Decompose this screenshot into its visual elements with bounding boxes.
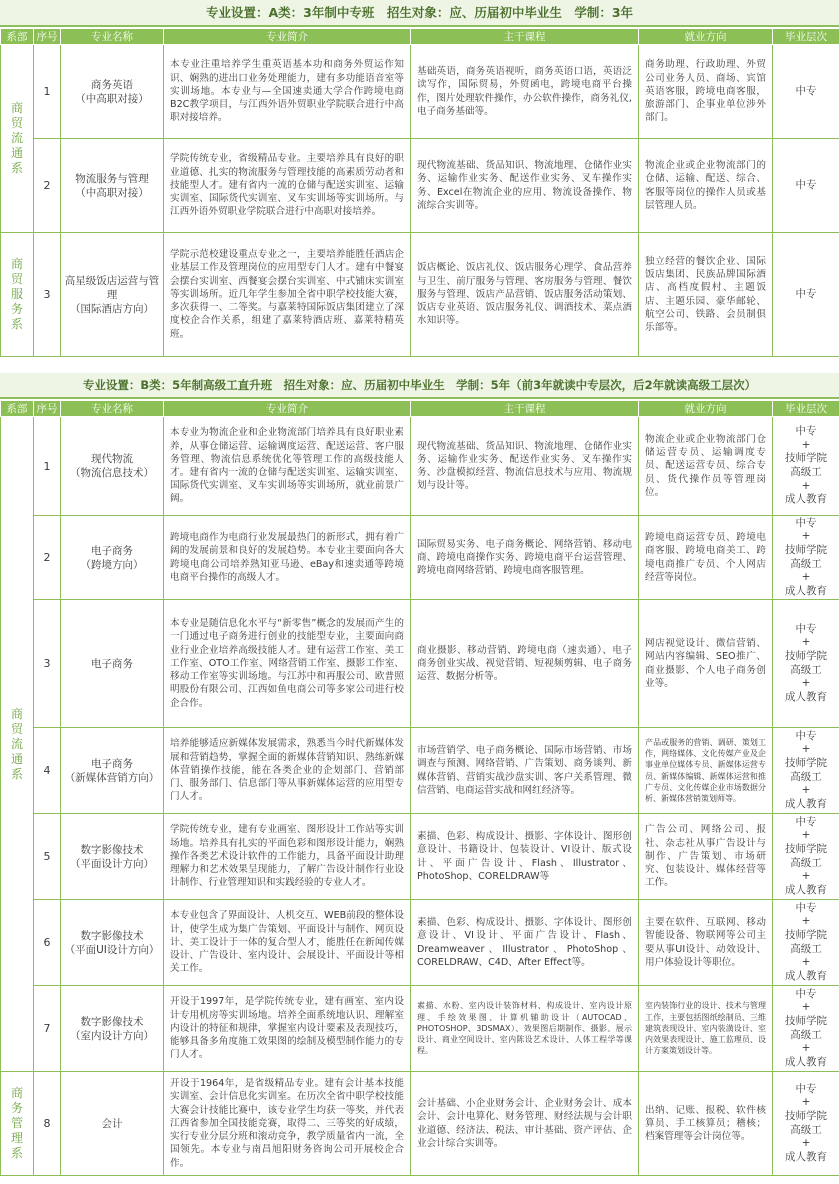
section-b-table bbox=[0, 400, 839, 1176]
table-row bbox=[1, 417, 839, 516]
major-name: 数字影像技术 （平面UI设计方向） bbox=[61, 900, 164, 986]
major-level: 中专 + 技师学院 高级工 + 成人教育 bbox=[773, 728, 839, 814]
header-courses: 主干课程 bbox=[411, 401, 639, 417]
major-courses: 素描、水粉、室内设计装饰材料、构成设计、室内设计原理、手绘效果图、计算机辅助设计（AUTOCAD、PHOTOSHOP、3DSMAX）、效果图后期制作、摄影、展示设计、商业空间设计、室内陈设艺术设计、人体工程学等课程。 bbox=[411, 986, 639, 1072]
major-name: 电子商务 （跨境方向） bbox=[61, 516, 164, 600]
major-level: 中专 + 技师学院 高级工 + 成人教育 bbox=[773, 900, 839, 986]
major-jobs: 商务助理、行政助理、外贸公司业务人员、商场、宾馆英语客服，跨境电商客服，旅游部门、企事业单位涉外部门。 bbox=[639, 45, 773, 139]
major-courses: 国际贸易实务、电子商务概论、网络营销、移动电商、跨境电商操作实务、跨境电商平台运营管理、跨境电商网络营销、跨境电商客服管理。 bbox=[411, 516, 639, 600]
major-jobs: 网店视觉设计、微信营销、网站内容编辑、SEO推广、商业摄影、个人电子商务创业等。 bbox=[639, 600, 773, 728]
major-courses: 素描、色彩、构成设计、摄影、字体设计、图形创意设计、VI设计、平面广告设计、Flash、Dreamweaver、Illustrator、PhotoShop、CORELDRAW、C4D、After Effect等。 bbox=[411, 900, 639, 986]
dept-cell: 商贸服务系 bbox=[1, 233, 34, 357]
row-num: 3 bbox=[34, 600, 61, 728]
major-courses: 商业摄影、移动营销、跨境电商（速卖通）、电子商务创业实战、视觉营销、短视频剪辑、电子商务运营、数据分析等。 bbox=[411, 600, 639, 728]
major-level: 中专 + 技师学院 高级工 + 成人教育 bbox=[773, 516, 839, 600]
table-row bbox=[1, 986, 839, 1072]
section-a-banner: 专业设置：A类：3年制中专班 招生对象：应、历届初中毕业生 学制：3年 bbox=[0, 0, 839, 27]
row-num: 1 bbox=[34, 45, 61, 139]
major-intro: 学院示范校建设重点专业之一，主要培养能胜任酒店企业基层工作及管理岗位的应用型专门人才。建有中餐宴会摆台实训室、西餐宴会摆台实训室、中式铺床实训室等实训场所。近几年学生参加全省中职学校技能大赛，多次获得一、二等奖。与嘉莱特国际饭店集团建立了深度校企合作关系，组建了嘉莱特酒店班、嘉莱特精英班。 bbox=[164, 233, 411, 357]
row-num: 2 bbox=[34, 139, 61, 233]
row-num: 1 bbox=[34, 417, 61, 516]
table-row bbox=[1, 516, 839, 600]
header-dept: 系部 bbox=[1, 29, 34, 45]
major-courses: 现代物流基础、货品知识、物流地理、仓储作业实务、运输作业实务、配送作业实务、叉车操作实务、Excel在物流企业的应用、物流设备操作、物流综合实训等。 bbox=[411, 139, 639, 233]
major-jobs: 独立经营的餐饮企业、国际饭店集团、民族品牌国际酒店、高档度假村、主题饭店、主题乐园、豪华邮轮、航空公司、铁路、会员制俱乐部等。 bbox=[639, 233, 773, 357]
row-num: 2 bbox=[34, 516, 61, 600]
row-num: 5 bbox=[34, 814, 61, 900]
major-level: 中专 + 技师学院 高级工 + 成人教育 bbox=[773, 417, 839, 516]
table-row bbox=[1, 600, 839, 728]
table-row bbox=[1, 1072, 839, 1176]
major-courses: 基础英语，商务英语视听，商务英语口语，英语泛读写作，国际贸易，外贸函电，跨境电商平台操作，图片处理软件操作，办公软件操作，商务礼仪,电子商务基础等。 bbox=[411, 45, 639, 139]
major-courses: 现代物流基础、货品知识、物流地理、仓储作业实务、运输作业实务、配送作业实务、叉车操作实务、沙盘模拟经营、物流信息技术与应用、物流规划与设计等。 bbox=[411, 417, 639, 516]
section-b-banner: 专业设置：B类：5年制高级工直升班 招生对象：应、历届初中毕业生 学制：5年（前3年就读中专层次，后2年就读高级工层次） bbox=[0, 373, 839, 399]
major-level: 中专 bbox=[773, 233, 839, 357]
major-jobs: 跨境电商运营专员、跨境电商客服、跨境电商美工、跨境电商推广专员、个人网店经营等岗位。 bbox=[639, 516, 773, 600]
dept-cell: 商贸流通系 bbox=[1, 45, 34, 233]
row-num: 4 bbox=[34, 728, 61, 814]
major-level: 中专 bbox=[773, 45, 839, 139]
header-num: 序号 bbox=[34, 29, 61, 45]
major-courses: 会计基础、小企业财务会计、企业财务会计、成本会计、会计电算化、财务管理、财经法规与会计职业道德、经济法、税法、审计基础、资产评估、企业会计综合实训等。 bbox=[411, 1072, 639, 1176]
major-name: 商务英语 （中高职对接） bbox=[61, 45, 164, 139]
major-name: 电子商务 （新媒体营销方向） bbox=[61, 728, 164, 814]
major-name: 数字影像技术 （平面设计方向） bbox=[61, 814, 164, 900]
header-courses: 主干课程 bbox=[411, 29, 639, 45]
major-level: 中专 + 技师学院 高级工 + 成人教育 bbox=[773, 986, 839, 1072]
header-name: 专业名称 bbox=[61, 29, 164, 45]
major-level: 中专 + 技师学院 高级工 + 成人教育 bbox=[773, 814, 839, 900]
major-intro: 本专业注重培养学生重英语基本功和商务外贸运作知识、娴熟的进出口业务处理能力，建有多功能语音室等实训场地。本专业与—全国速卖通大学合作跨境电商B2C教学项目，与江西外语外贸职业学院联合进行中高职对接培养。 bbox=[164, 45, 411, 139]
major-name: 会计 bbox=[61, 1072, 164, 1176]
major-name: 数字影像技术 （室内设计方向） bbox=[61, 986, 164, 1072]
table-row bbox=[1, 814, 839, 900]
major-jobs: 物流企业或企业物流部门的仓储、运输、配送、综合、客服等岗位的操作人员或基层管理人员。 bbox=[639, 139, 773, 233]
header-jobs: 就业方向 bbox=[639, 29, 773, 45]
major-level: 中专 + 技师学院 高级工 + 成人教育 bbox=[773, 1072, 839, 1176]
major-intro: 本专业是随信息化水平与“新零售”概念的发展而产生的一门通过电子商务进行创业的技能型专业，主要面向商业行业企业培养高级技能人才。建有运营工作室、美工工作室、OTO工作室、网络营销工作室、摄影工作室、移动工作室等实训场地。与江苏中和再服公司、欧普照明股份有限公司、江西如鱼电商公司等多家公司进行校企合作。 bbox=[164, 600, 411, 728]
major-jobs: 广告公司、网络公司、报社、杂志社从事广告设计与制作、广告策划、市场研究、包装设计、媒体经营等工作。 bbox=[639, 814, 773, 900]
header-level: 毕业层次 bbox=[773, 29, 839, 45]
major-intro: 学院传统专业，省级精品专业。主要培养具有良好的职业道德、扎实的物流服务与管理技能的高素质劳动者和技能型人才。建有省内一流的仓储与配送实训室、运输实训室、国际货代实训室、叉车实训场等实训场所。与江西外语外贸职业学院联合进行中高职对接培养。 bbox=[164, 139, 411, 233]
row-num: 6 bbox=[34, 900, 61, 986]
major-name: 现代物流 （物流信息技术） bbox=[61, 417, 164, 516]
major-level: 中专 + 技师学院 高级工 + 成人教育 bbox=[773, 600, 839, 728]
table-row bbox=[1, 900, 839, 986]
major-courses: 饭店概论、饭店礼仪、饭店服务心理学、食品营养与卫生、前厅服务与管理、客房服务与管理、餐饮服务与管理、饭店产品营销、饭店服务活动策划、饭店专业英语、饭店服务礼仪、调酒技术、菜点酒水知识等。 bbox=[411, 233, 639, 357]
major-intro: 本专业包含了界面设计、人机交互、WEB前段的整体设计，使学生成为集广告策划、平面设计与制作、网页设计、美工设计于一体的复合型人才，能胜任在新闻传媒设计、广告设计、室内设计、会展设计、平面设计等相关工作。 bbox=[164, 900, 411, 986]
major-jobs: 物流企业或企业物流部门仓储运营专员、运输调度专员、配送运营专员、综合专员、货代操作员等管理岗位。 bbox=[639, 417, 773, 516]
table-row bbox=[1, 233, 839, 357]
header-intro: 专业简介 bbox=[164, 29, 411, 45]
header-intro: 专业简介 bbox=[164, 401, 411, 417]
table-row bbox=[1, 728, 839, 814]
header-level: 毕业层次 bbox=[773, 401, 839, 417]
major-intro: 开设于1964年，是省级精品专业。建有会计基本技能实训室、会计信息化实训室。在历次全省中职学校技能大赛会计技能比赛中，该专业学生均获一等奖，并代表江西省参加全国技能竞赛，取得二、三等奖的好成绩，实行专业分层分班和滚动竞争，教学质量省内一流，全国领先。本专业与南昌旭阳财务咨询公司开展校企合作。 bbox=[164, 1072, 411, 1176]
major-name: 物流服务与管理 （中高职对接） bbox=[61, 139, 164, 233]
major-name: 电子商务 bbox=[61, 600, 164, 728]
major-courses: 市场营销学、电子商务概论、国际市场营销、市场调查与预测、网络营销、广告策划、商务谈判、新媒体营销、营销实战沙盘实训、客户关系管理、微信营销、电商运营实战和网红经济等。 bbox=[411, 728, 639, 814]
header-name: 专业名称 bbox=[61, 401, 164, 417]
row-num: 7 bbox=[34, 986, 61, 1072]
major-jobs: 产品或服务的营销、调研、策划工作，网络媒体、文化传媒产业及企事业单位媒体专员、新媒体运营专员、新媒体编辑、新媒体运营和推广专员、文化传媒企业市场数据分析、新媒体营销策划师等。 bbox=[639, 728, 773, 814]
major-intro: 本专业为物流企业和企业物流部门培养具有良好职业素养，从事仓储运营、运输调度运营、配送运营、客户服务管理、物流信息系统优化等管理工作的高级技能人才。建有省内一流的仓储与配送实训室、运输实训室、国际货代实训室、叉车实训场等实训场所，就业前景广阔。 bbox=[164, 417, 411, 516]
major-jobs: 室内装饰行业的设计、技术与管理工作，主要包括图纸绘制员、三维建筑表现设计、室内装潢设计、室内效果表现设计、施工监理员、设计方案策划设计等。 bbox=[639, 986, 773, 1072]
major-level: 中专 bbox=[773, 139, 839, 233]
header-num: 序号 bbox=[34, 401, 61, 417]
major-jobs: 出纳、记账、报税、软件核算员、手工核算员；稽核；档案管理等会计岗位等。 bbox=[639, 1072, 773, 1176]
row-num: 3 bbox=[34, 233, 61, 357]
major-intro: 开设于1997年，是学院传统专业，建有画室、室内设计专用机房等实训场地。培养全面系统地认识、理解室内设计的特征和规律，掌握室内设计要素及表现技巧，能够具备多角度施工效果图的绘制及模型制作能力的专门人才。 bbox=[164, 986, 411, 1072]
major-jobs: 主要在软件、互联网、移动智能设备、物联网等公司主要从事UI设计、动效设计、用户体验设计等职位。 bbox=[639, 900, 773, 986]
section-a-table bbox=[0, 28, 839, 357]
dept-cell: 商贸流通系 bbox=[1, 417, 34, 1072]
major-intro: 学院传统专业，建有专业画室、图形设计工作站等实训场地。培养具有扎实的平面色彩和图形设计能力，娴熟操作各类艺术设计软件的工作能力，具备平面设计助理理解力和艺术效果呈现能力，了解广告设计制作行业设计制作、行业管理知识和实践经验的专业人才。 bbox=[164, 814, 411, 900]
header-jobs: 就业方向 bbox=[639, 401, 773, 417]
row-num: 8 bbox=[34, 1072, 61, 1176]
header-dept: 系部 bbox=[1, 401, 34, 417]
table-header-row bbox=[1, 29, 839, 45]
table-row bbox=[1, 45, 839, 139]
major-intro: 跨境电商作为电商行业发展最热门的新形式，拥有着广阔的发展前景和良好的发展趋势。本专业主要面向各大跨境电商公司培养熟知亚马逊、eBay和速卖通等跨境电商平台操作的高级人才。 bbox=[164, 516, 411, 600]
major-intro: 培养能够适应新媒体发展需求，熟悉当今时代新媒体发展和营销趋势，掌握全面的新媒体营销知识、熟练新媒体营销操作技能，能在各类企业的企划部门、营销部门、服务部门、信息部门等从事新媒体运营的应用型专门人才。 bbox=[164, 728, 411, 814]
table-header-row bbox=[1, 401, 839, 417]
major-name: 高星级饭店运营与管理 （国际酒店方向） bbox=[61, 233, 164, 357]
major-courses: 素描、色彩、构成设计、摄影、字体设计、图形创意设计、书籍设计、包装设计、VI设计、版式设计、平面广告设计、Flash、Illustrator、PhotoShop、CORELDRAW等 bbox=[411, 814, 639, 900]
table-row bbox=[1, 139, 839, 233]
dept-cell: 商务管理系 bbox=[1, 1072, 34, 1176]
